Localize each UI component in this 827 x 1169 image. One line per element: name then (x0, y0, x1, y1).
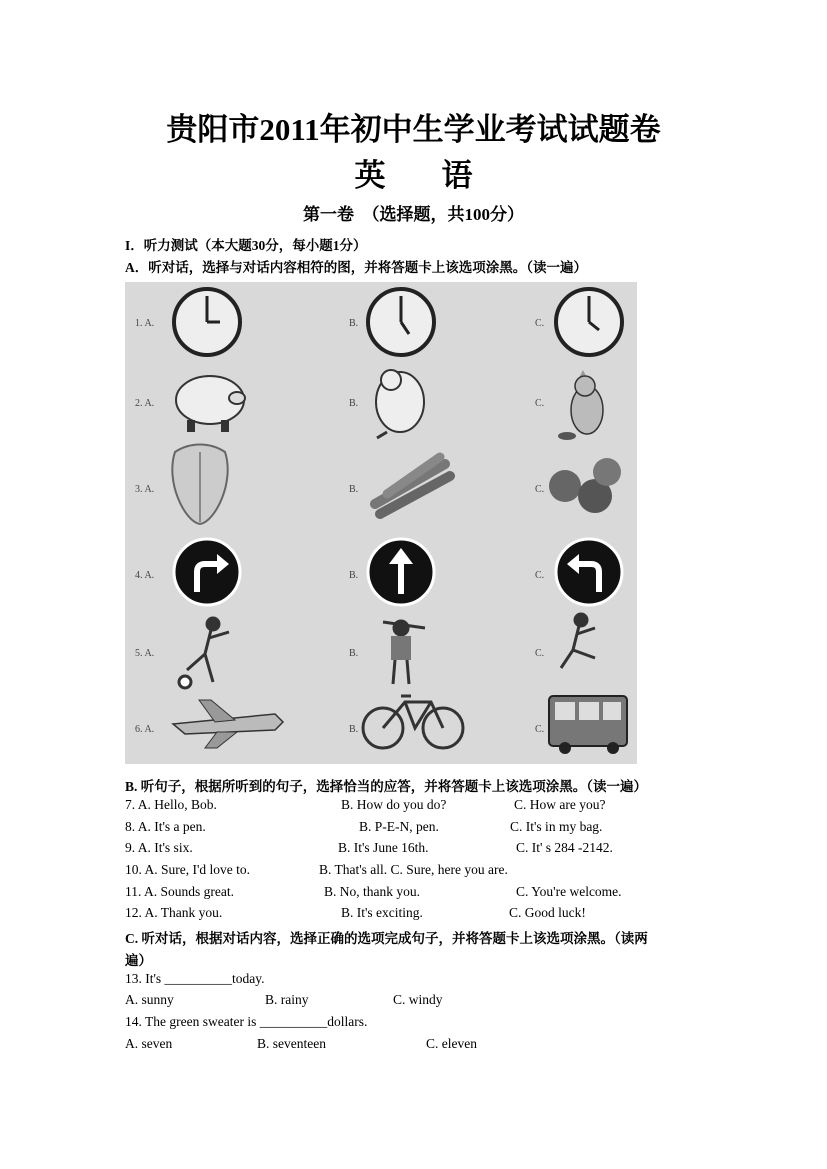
turn-right-sign-icon (174, 539, 240, 605)
row-c-label: C. (535, 318, 545, 329)
row-c-label: C. (535, 484, 545, 495)
figure-svg (125, 282, 637, 764)
q10-option-bc: B. That's all. C. Sure, here you are. (319, 862, 508, 877)
exam-title: 贵阳市2011年初中生学业考试试题卷 (166, 112, 661, 147)
q7-option-c: C. How are you? (514, 797, 606, 812)
row-b-label: B. (349, 724, 359, 735)
part-c-heading-cont: 遍） (125, 953, 152, 968)
straight-sign-icon (368, 539, 434, 605)
clock-icon (556, 289, 622, 355)
q12-option-b: B. It's exciting. (341, 905, 423, 920)
q11-option-b: B. No, thank you. (324, 884, 420, 899)
row-b-label: B. (349, 484, 359, 495)
q10-option-a: 10. A. Sure, I'd love to. (125, 862, 251, 877)
part-a-heading: A．听对话，选择与对话内容相符的图，并将答题卡上该选项涂黑。（读一遍） (125, 260, 587, 275)
part-c-heading: C. 听对话，根据对话内容，选择正确的选项完成句子，并将答题卡上该选项涂黑。（读两 (125, 931, 648, 946)
q7-option-a: 7. A. Hello, Bob. (125, 797, 217, 812)
q9-option-b: B. It's June 16th. (338, 840, 429, 855)
row-c-label: C. (535, 570, 545, 581)
q8-option-a: 8. A. It's a pen. (125, 819, 206, 834)
row-c-label: C. (535, 724, 545, 735)
soccer-player-icon (179, 618, 229, 688)
q7-option-b: B. How do you do? (341, 797, 447, 812)
q14-option-a: A. seven (125, 1036, 173, 1051)
clock-icon (368, 289, 434, 355)
q13-option-b: B. rainy (265, 992, 309, 1007)
row-c-label: C. (535, 398, 545, 409)
subject-title (0, 150, 827, 195)
row-label: 1. A. (135, 318, 155, 329)
q12-option-c: C. Good luck! (509, 905, 586, 920)
part-title: 第一卷 （选择题，共100分） (303, 205, 524, 224)
q12-option-a: 12. A. Thank you. (125, 905, 223, 920)
q14-option-b: B. seventeen (257, 1036, 326, 1051)
cat-icon (558, 370, 603, 440)
cabbage-icon (172, 445, 227, 525)
q8-option-c: C. It's in my bag. (510, 819, 603, 834)
bus-icon (549, 696, 627, 754)
q13-option-a: A. sunny (125, 992, 174, 1007)
row-label: 6. A. (135, 724, 155, 735)
turn-left-sign-icon (556, 539, 622, 605)
row-label: 5. A. (135, 648, 155, 659)
q14-option-c: C. eleven (426, 1036, 477, 1051)
chicken-icon (376, 370, 424, 438)
row-label: 4. A. (135, 570, 155, 581)
q9-option-a: 9. A. It's six. (125, 840, 193, 855)
q9-option-c: C. It' s 284 -2142. (516, 840, 613, 855)
bicycle-icon (363, 696, 463, 748)
runner-icon (561, 614, 595, 668)
section-heading: I．听力测试（本大题30分，每小题1分） (125, 238, 367, 253)
airplane-icon (173, 700, 283, 748)
tomatoes-icon (549, 458, 621, 513)
part-b-heading: B. 听句子，根据所听到的句子，选择恰当的应答，并将答题卡上该选项涂黑。（读一遍） (125, 779, 648, 794)
q11-option-a: 11. A. Sounds great. (125, 884, 234, 899)
carrots-icon (375, 457, 450, 514)
row-b-label: B. (349, 318, 359, 329)
row-b-label: B. (349, 570, 359, 581)
row-label: 3. A. (135, 484, 155, 495)
q11-option-c: C. You're welcome. (516, 884, 622, 899)
row-label: 2. A. (135, 398, 155, 409)
row-b-label: B. (349, 398, 359, 409)
q13-option-c: C. windy (393, 992, 443, 1007)
clock-icon (174, 289, 240, 355)
pig-icon (176, 376, 245, 432)
golfer-icon (383, 621, 425, 684)
subject-char-2: 语 (441, 158, 473, 193)
subject-char-1: 英 (354, 158, 386, 193)
q8-option-b: B. P-E-N, pen. (359, 819, 439, 834)
picture-options-figure (125, 282, 637, 764)
row-c-label: C. (535, 648, 545, 659)
q14-stem: 14. The green sweater is __________dollars. (125, 1014, 368, 1029)
q13-stem: 13. It's __________today. (125, 971, 265, 986)
row-b-label: B. (349, 648, 359, 659)
